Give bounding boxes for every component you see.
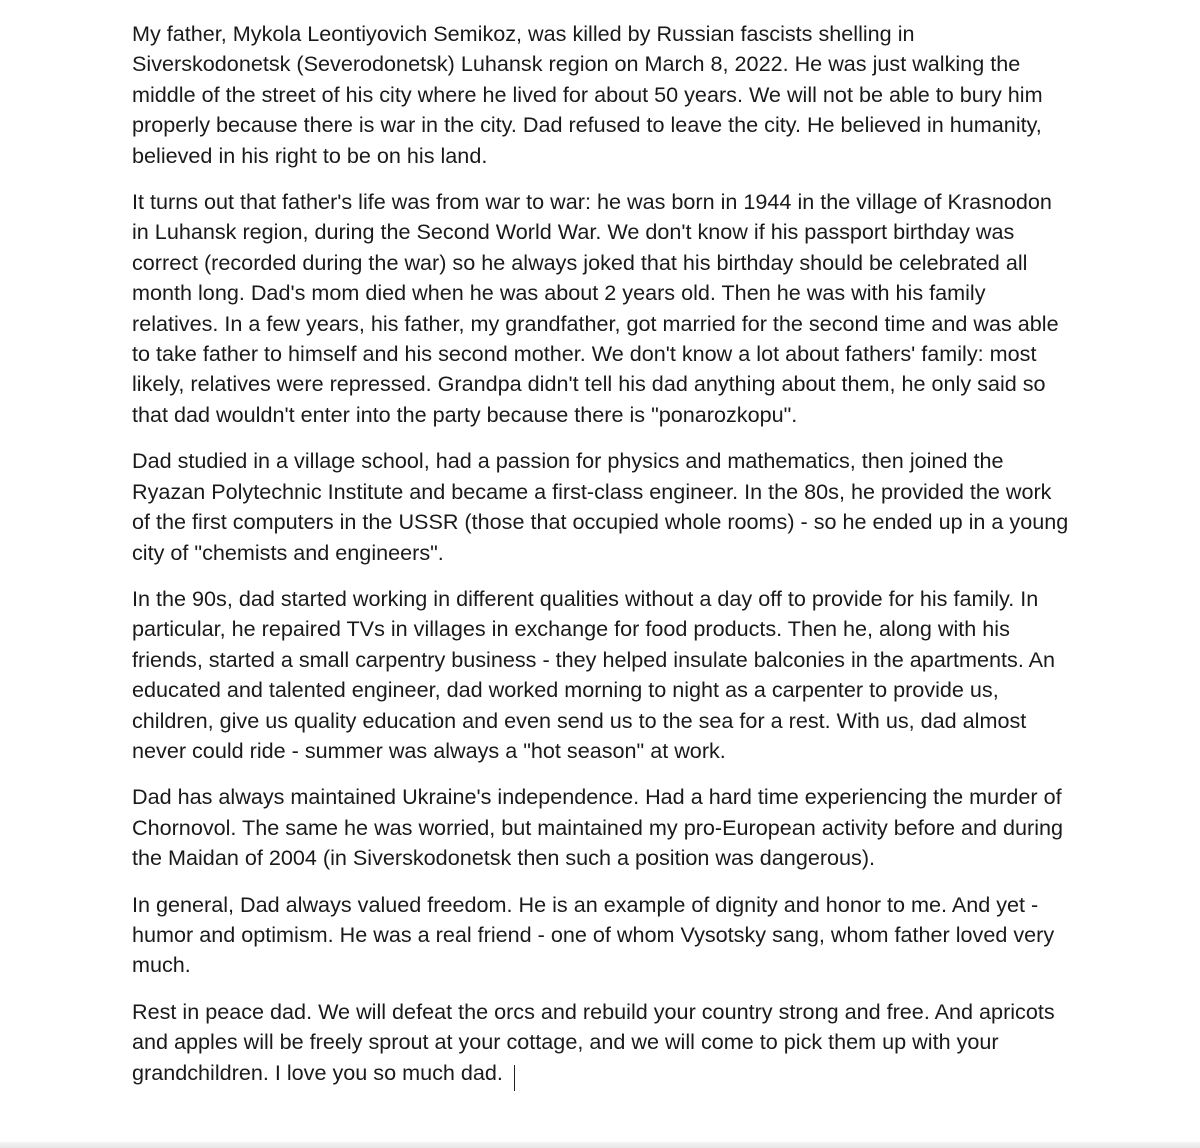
text-cursor <box>514 1065 515 1091</box>
document-body[interactable] <box>132 19 1072 1104</box>
bottom-edge <box>0 1142 1200 1148</box>
paragraph-farewell: Rest in peace dad. We will defeat the orcs and rebuild your country strong and free. And apricots and apples will be freely sprout at your cottage, and we will come to pick them up with your grandchildren. I love you so much dad. <box>132 998 1055 1085</box>
paragraph-death: My father, Mykola Leontiyovich Semikoz, was killed by Russian fascists shelling in Siverskodonetsk (Severodonetsk) Luhansk region on March 8, 2022. He was just walking the middle of the street of his city where he lived for about 50 years. We will not be able to bury him properly because there is war in the city. Dad refused to leave the city. He believed in humanity, believed in his right to be on his land. <box>132 21 1043 168</box>
paragraph-freedom: In general, Dad always valued freedom. He is an example of dignity and honor to me. And yet - humor and optimism. He was a real friend - one of whom Vysotsky sang, whom father loved very much. <box>132 891 1055 978</box>
paragraph-nineties: In the 90s, dad started working in different qualities without a day off to provide for his family. In particular, he repaired TVs in villages in exchange for food products. Then he, along with his friends, started a small carpentry business - they helped insulate balconies in the apartments. An educated and talented engineer, dad worked morning to night as a carpenter to provide us, children, give us quality education and even send us to the sea for a rest. With us, dad almost never could ride - summer was always a "hot season" at work. <box>132 585 1056 763</box>
paragraph-independence: Dad has always maintained Ukraine's independence. Had a hard time experiencing the murder of Chornovol. The same he was worried, but maintained my pro-European activity before and during the Maidan of 2004 (in Siverskodonetsk then such a position was dangerous). <box>132 784 1064 871</box>
paragraph-childhood: It turns out that father's life was from war to war: he was born in 1944 in the village of Krasnodon in Luhansk region, during the Second World War. We don't know if his passport birthday was correct (recorded during the war) so he always joked that his birthday should be celebrated all month long. Dad's mom died when he was about 2 years old. Then he was with his family relatives. In a few years, his father, my grandfather, got married for the second time and was able to take father to himself and his second mother. We don't know a lot about fathers' family: most likely, relatives were repressed. Grandpa didn't tell his dad anything about them, he only said so that dad wouldn't enter into the party because there is "ponarozkopu". <box>132 189 1059 427</box>
paragraph-education: Dad studied in a village school, had a passion for physics and mathematics, then joined the Ryazan Polytechnic Institute and became a first-class engineer. In the 80s, he provided the work of the first computers in the USSR (those that occupied whole rooms) - so he ended up in a young city of "chemists and engineers". <box>132 448 1069 565</box>
